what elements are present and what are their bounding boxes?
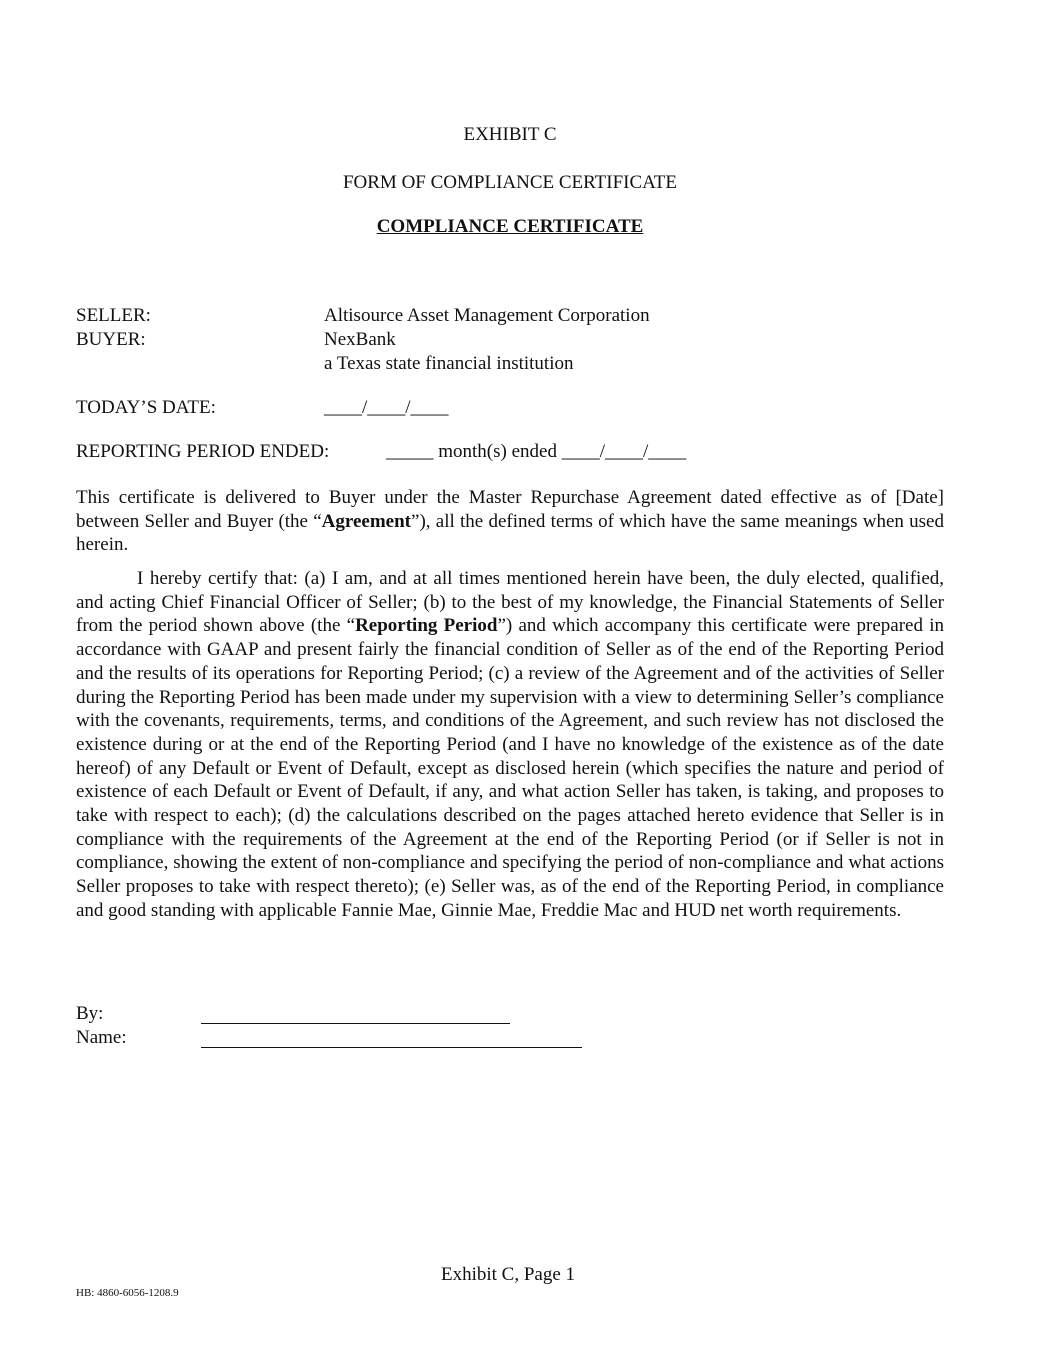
by-label: By: <box>76 1003 104 1024</box>
name-label: Name: <box>76 1027 127 1048</box>
name-signature-line <box>201 1047 582 1048</box>
certification-text-b: ”) and which accompany this certificate were prepared in accordance with GAAP and present fairly the financial condition of Seller as of the end of the Reporting Period and the results of its operations for Reporting Period; (c) a review of the Agreement and of the activities of Seller during the Reporting Period has been made under my supervision with a view to determining Seller’s compliance with the covenants, requirements, terms, and conditions of the Agreement, and such review has not disclosed the existence during or at the end of the Reporting Period (and I have no knowledge of the existence as of the date hereof) of any Default or Event of Default, except as disclosed herein (which specifies the nature and period of existence of each Default or Event of Default, if any, and what action Seller has taken, is taking, and proposes to take with respect to each); (d) the calculations described on the pages attached hereto evidence that Seller is in compliance with the requirements of the Agreement at the end of the Reporting Period (or if Seller is not in compliance, showing the extent of non-compliance and specifying the period of non-compliance and what actions Seller proposes to take with respect thereto); (e) Seller was, as of the end of the Reporting Period, in compliance and good standing with applicable Fannie Mae, Ginnie Mae, Freddie Mac and HUD net worth requirements. <box>76 615 945 921</box>
reporting-period-term: Reporting Period <box>355 615 498 637</box>
intro-text-a: This certificate is delivered to Buyer under the Master Repurchase Agreement dated effective as of [Date] between Seller and Buyer (the “ <box>76 487 944 532</box>
todays-date-blank: ____/____/____ <box>324 397 449 418</box>
document-id: HB: 4860-6056-1208.9 <box>76 1287 179 1299</box>
certificate-title: COMPLIANCE CERTIFICATE <box>376 216 644 237</box>
reporting-period-blank: _____ month(s) ended ____/____/____ <box>386 441 687 462</box>
reporting-period-label: REPORTING PERIOD ENDED: <box>76 441 330 462</box>
agreement-term: Agreement <box>321 510 412 532</box>
intro-paragraph <box>76 486 944 557</box>
form-title: FORM OF COMPLIANCE CERTIFICATE <box>342 172 678 193</box>
buyer-label: BUYER: <box>76 329 146 350</box>
todays-date-label: TODAY’S DATE: <box>76 397 216 418</box>
intro-text-b: ”), all the defined terms of which have the same meanings when used herein. <box>76 510 944 556</box>
certification-paragraph <box>76 567 944 923</box>
exhibit-heading: EXHIBIT C <box>463 124 557 145</box>
buyer-value: NexBank <box>324 329 396 350</box>
seller-label: SELLER: <box>76 305 151 326</box>
by-signature-line <box>201 1023 510 1024</box>
seller-value: Altisource Asset Management Corporation <box>324 305 650 326</box>
page-footer: Exhibit C, Page 1 <box>440 1264 576 1285</box>
certification-text-a: I hereby certify that: (a) I am, and at all times mentioned herein have been, the duly elected, qualified, and acting Chief Financial Officer of Seller; (b) to the best of my knowledge, the Financial Statements of Seller from the period shown above (the “ <box>76 568 944 637</box>
buyer-description: a Texas state financial institution <box>324 353 574 374</box>
